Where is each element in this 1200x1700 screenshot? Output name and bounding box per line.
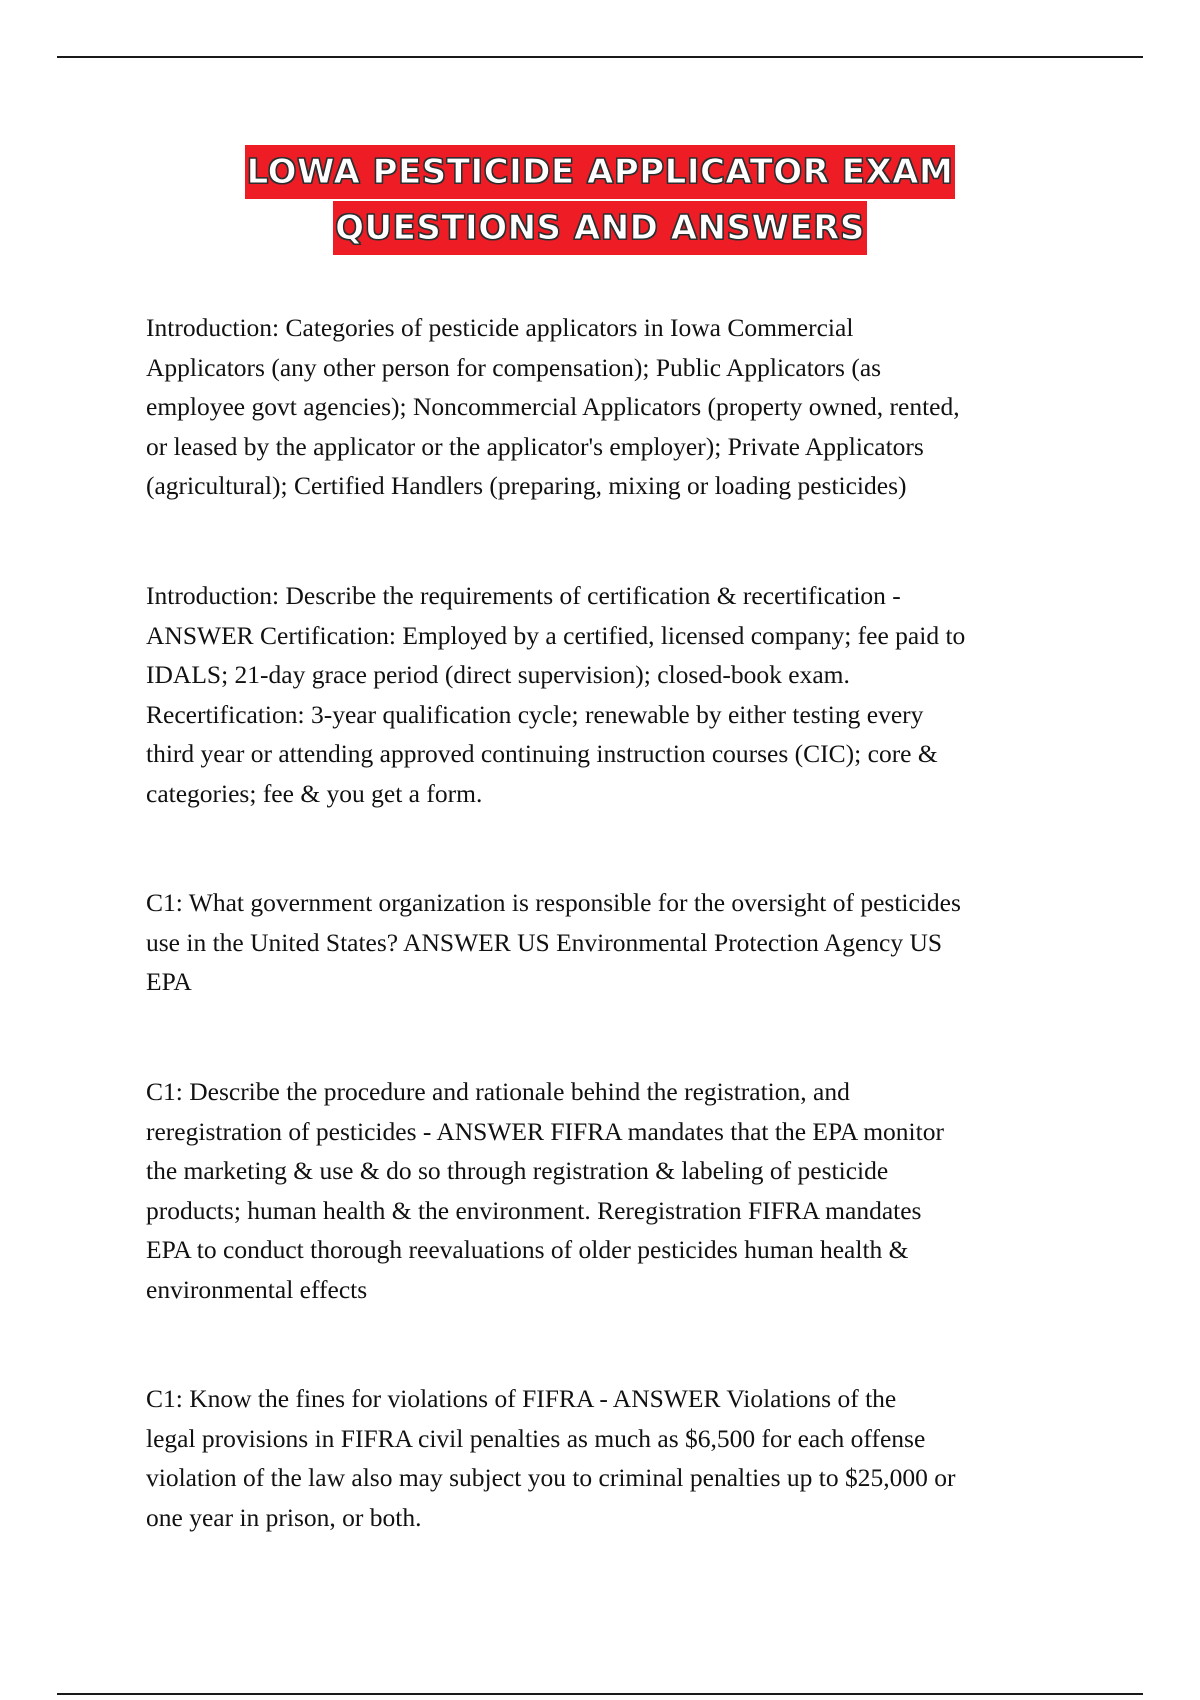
paragraph-introduction-categories: Introduction: Categories of pesticide applicators in Iowa Commercial Applicators (any other person for compensation); Public Applicators (as employee govt agencies); Noncommercial Applicators (property owned, rented, or leased by the applicator or the applicator's employer); Private Applicators (agricultural); Certified Handlers (preparing, mixing or loading pesticides) — [146, 313, 960, 500]
paragraph-c1-oversight: C1: What government organization is responsible for the oversight of pesticides use in the United States? ANSWER US Environmental Protection Agency US EPA — [146, 888, 961, 996]
title-line-1: LOWA PESTICIDE APPLICATOR EXAM — [245, 145, 956, 199]
bottom-rule — [57, 1693, 1143, 1695]
top-rule — [57, 56, 1143, 58]
document-title — [0, 145, 1200, 257]
title-line-2: QUESTIONS AND ANSWERS — [333, 201, 867, 255]
paragraph-introduction-certification: Introduction: Describe the requirements of certification & recertification - ANSWER Certification: Employed by a certified, licensed company; fee paid to IDALS; 21-day grace period (direct supervision); closed-book exam. Recertification: 3-year qualification cycle; renewable by either testing every third year or attending approved continuing instruction courses (CIC); core & categories; fee & you get a form. — [146, 581, 966, 808]
paragraph-c1-fines: C1: Know the fines for violations of FIFRA - ANSWER Violations of the legal provisions in FIFRA civil penalties as much as $6,500 for each offense violation of the law also may subject you to criminal penalties up to $25,000 or one year in prison, or both. — [146, 1384, 956, 1532]
paragraph-c1-registration: C1: Describe the procedure and rationale behind the registration, and reregistration of pesticides - ANSWER FIFRA mandates that the EPA monitor the marketing & use & do so through registration & labeling of pesticide products; human health & the environment. Reregistration FIFRA mandates EPA to conduct thorough reevaluations of older pesticides human health & environmental effects — [146, 1077, 944, 1304]
